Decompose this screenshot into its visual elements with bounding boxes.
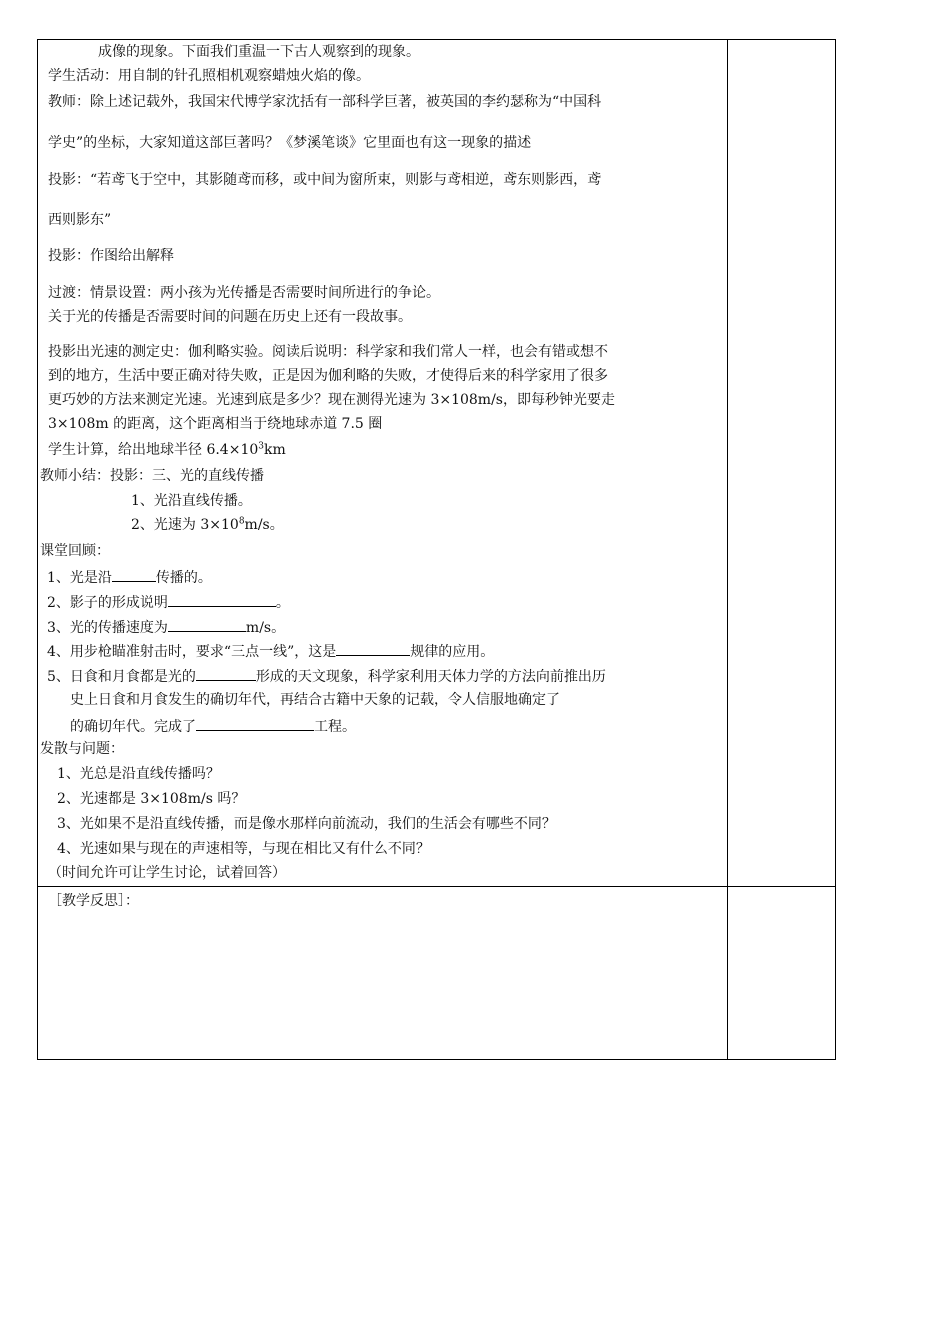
review-question: 3、光的传播速度为 m/s。 [47, 617, 285, 637]
answer-blank [112, 567, 156, 582]
content-line: 3×108m 的距离，这个距离相当于绕地球赤道 7.5 圈 [48, 416, 383, 432]
content-line: 到的地方，生活中要正确对待失败，正是因为伽利略的失败，才使得后来的科学家用了很多 [48, 368, 608, 384]
answer-blank [168, 592, 276, 607]
summary-item: 2、光速为 $3\times 10^8m/s$。 [131, 516, 284, 533]
question-item: 4、光速如果与现在的声速相等，与现在相比又有什么不同？ [57, 841, 430, 857]
answer-blank [196, 716, 314, 731]
review-heading: 课堂回顾： [40, 543, 110, 559]
answer-blank [196, 666, 256, 681]
answer-blank [336, 641, 410, 656]
content-line: 成像的现象。下面我们重温一下古人观察到的现象。 [98, 44, 420, 60]
content-line: 学生活动：用自制的针孔照相机观察蜡烛火焰的像。 [48, 68, 370, 84]
question-item: 2、光速都是 3×108m/s 吗？ [57, 791, 246, 807]
lesson-table [37, 39, 836, 1060]
summary-heading: 教师小结：投影：三、光的直线传播 [40, 468, 264, 484]
review-question: 5、日食和月食都是光的 形成的天文现象，科学家利用天体力学的方法向前推出历 [47, 666, 606, 686]
content-line: 投影：作图给出解释 [48, 248, 174, 264]
questions-note: （时间允许可让学生讨论，试着回答） [48, 865, 286, 881]
content-line: 教师：除上述记载外，我国宋代博学家沈括有一部科学巨著，被英国的李约瑟称为“中国科 [48, 94, 602, 110]
content-line: 投影出光速的测定史：伽利略实验。阅读后说明：科学家和我们常人一样，也会有错或想不 [48, 344, 608, 360]
content-line: 学史”的坐标，大家知道这部巨著吗？《梦溪笔谈》它里面也有这一现象的描述 [48, 135, 532, 151]
review-question-cont: 史上日食和月食发生的确切年代，再结合古籍中天象的记载，令人信服地确定了 [70, 692, 560, 708]
content-line: 关于光的传播是否需要时间的问题在历史上还有一段故事。 [48, 309, 412, 325]
content-line: 更巧妙的方法来测定光速。光速到底是多少？现在测得光速为 3×108m/s，即每秒钟光要走 [48, 392, 615, 408]
review-question-cont: 的确切年代。完成了 工程。 [70, 716, 356, 736]
content-line: 投影：“若鸢飞于空中，其影随鸢而移，或中间为窗所束，则影与鸢相逆，鸢东则影西，鸢 [48, 172, 602, 188]
questions-heading: 发散与问题： [40, 741, 124, 757]
review-question: 1、光是沿 传播的。 [47, 567, 212, 587]
summary-item: 1、光沿直线传播。 [131, 493, 252, 509]
row-divider [38, 886, 835, 887]
reflection-label: ［教学反思］： [48, 893, 139, 909]
content-line: 西则影东” [48, 212, 112, 228]
column-divider [727, 40, 728, 1059]
calc-line: 学生计算，给出地球半径 $6.4\times 10^3km$ [48, 441, 286, 458]
question-item: 1、光总是沿直线传播吗？ [57, 766, 220, 782]
question-item: 3、光如果不是沿直线传播，而是像水那样向前流动，我们的生活会有哪些不同？ [57, 816, 556, 832]
content-line: 过渡：情景设置：两小孩为光传播是否需要时间所进行的争论。 [48, 285, 440, 301]
answer-blank [168, 617, 246, 632]
review-question: 4、用步枪瞄准射击时，要求“三点一线”，这是 规律的应用。 [47, 641, 494, 661]
review-question: 2、影子的形成说明 。 [47, 592, 290, 612]
